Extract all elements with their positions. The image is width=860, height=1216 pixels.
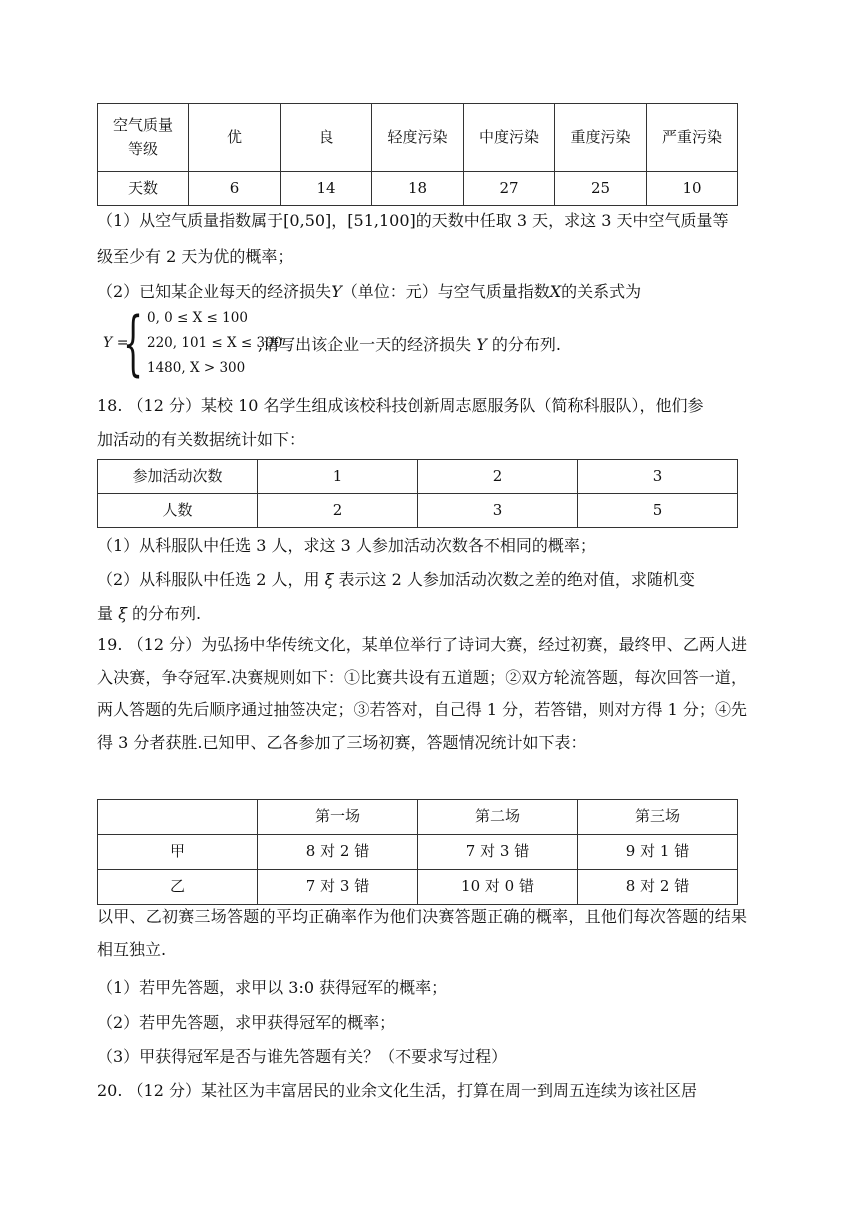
air-table-header-row (98, 104, 738, 172)
match-header-cell (98, 800, 258, 835)
days-cell: 27 (464, 172, 555, 206)
days-cell: 10 (647, 172, 738, 206)
match-header-row (98, 800, 738, 835)
match-header-cell: 第二场 (418, 800, 578, 835)
match-cell: 8 对 2 错 (258, 835, 418, 870)
people-row-label: 人数 (98, 494, 258, 528)
activity-cell: 3 (578, 460, 738, 494)
match-row-jia (98, 835, 738, 870)
activity-row-people (98, 494, 738, 528)
match-cell: 8 对 2 错 (578, 870, 738, 905)
people-cell: 5 (578, 494, 738, 528)
match-header-cell: 第三场 (578, 800, 738, 835)
days-cell: 14 (281, 172, 372, 206)
q19-part2: （2）若甲先答题，求甲获得冠军的概率； (97, 1013, 396, 1032)
q19-after-table: 以甲、乙初赛三场答题的平均正确率作为他们决赛答题正确的概率，且他们每次答题的结果相互独立. (97, 907, 747, 959)
q19-stem: 19. （12 分）为弘扬中华传统文化，某单位举行了诗词大赛，经过初赛，最终甲、乙两人进入决赛，争夺冠军.决赛规则如下：①比赛共设有五道题；②双方轮流答题，每次回答一道，两人答题的先后顺序通过抽签决定；③若答对，自己得 1 分，若答错，则对方得 1 分；④先得 3 分者获胜.已知甲、乙各参加了三场初赛，答题情况统计如下表： (97, 635, 747, 752)
q17-part1-cont: 级至少有 2 天为优的概率； (97, 247, 294, 266)
match-cell: 10 对 0 错 (418, 870, 578, 905)
air-quality-table (97, 103, 738, 206)
level-cell: 重度污染 (555, 104, 647, 172)
match-row-yi (98, 870, 738, 905)
people-cell: 2 (258, 494, 418, 528)
q18-line2: 加活动的有关数据统计如下： (97, 430, 306, 449)
activity-cell: 2 (418, 460, 578, 494)
q18-part1: （1）从科服队中任选 3 人，求这 3 人参加活动次数各不相同的概率； (97, 536, 596, 555)
q18-part2: （2）从科服队中任选 2 人，用 ξ 表示这 2 人参加活动次数之差的绝对值，求随机变 (97, 570, 695, 589)
level-cell: 严重污染 (647, 104, 738, 172)
q17-ask: ,请写出该企业一天的经济损失 Y 的分布列. (258, 335, 561, 354)
people-cell: 3 (418, 494, 578, 528)
match-table (97, 799, 738, 905)
q20-line1: 20. （12 分）某社区为丰富居民的业余文化生活，打算在周一到周五连续为该社区居 (97, 1081, 697, 1100)
match-cell: 7 对 3 错 (258, 870, 418, 905)
q17-part2: （2）已知某企业每天的经济损失Y（单位：元）与空气质量指数X的关系式为 (97, 282, 642, 301)
formula-case-2: 220, 101 ≤ X ≤ 300 (147, 335, 283, 351)
days-cell: 25 (555, 172, 647, 206)
q18-line1: 18. （12 分）某校 10 名学生组成该校科技创新周志愿服务队（简称科服队），他们参 (97, 396, 704, 415)
q19-part1: （1）若甲先答题，求甲以 3:0 获得冠军的概率； (97, 978, 448, 997)
level-cell: 优 (189, 104, 281, 172)
formula-case-3: 1480, X > 300 (147, 360, 246, 376)
q17-part1: （1）从空气质量指数属于[0,50]，[51,100]的天数中任取 3 天，求这 3 天中空气质量等 (97, 211, 729, 230)
days-label: 天数 (98, 172, 189, 206)
days-cell: 6 (189, 172, 281, 206)
activity-cell: 1 (258, 460, 418, 494)
days-cell: 18 (372, 172, 464, 206)
air-table-header-label: 空气质量 等级 (98, 104, 189, 172)
activity-row-count (98, 460, 738, 494)
match-cell: 9 对 1 错 (578, 835, 738, 870)
formula-case-1: 0, 0 ≤ X ≤ 100 (147, 310, 248, 326)
activity-table (97, 459, 738, 528)
level-cell: 中度污染 (464, 104, 555, 172)
q18-part2-cont: 量 ξ 的分布列. (97, 604, 202, 623)
activity-row-label: 参加活动次数 (98, 460, 258, 494)
match-cell: 7 对 3 错 (418, 835, 578, 870)
air-table-days-row (98, 172, 738, 206)
level-cell: 良 (281, 104, 372, 172)
match-cell: 甲 (98, 835, 258, 870)
level-cell: 轻度污染 (372, 104, 464, 172)
piecewise-formula (103, 302, 803, 384)
q19-part3: （3）甲获得冠军是否与谁先答题有关？（不要求写过程） (97, 1047, 508, 1066)
formula-lhs: Y = (103, 335, 129, 351)
left-brace: { (123, 302, 144, 384)
match-cell: 乙 (98, 870, 258, 905)
match-header-cell: 第一场 (258, 800, 418, 835)
